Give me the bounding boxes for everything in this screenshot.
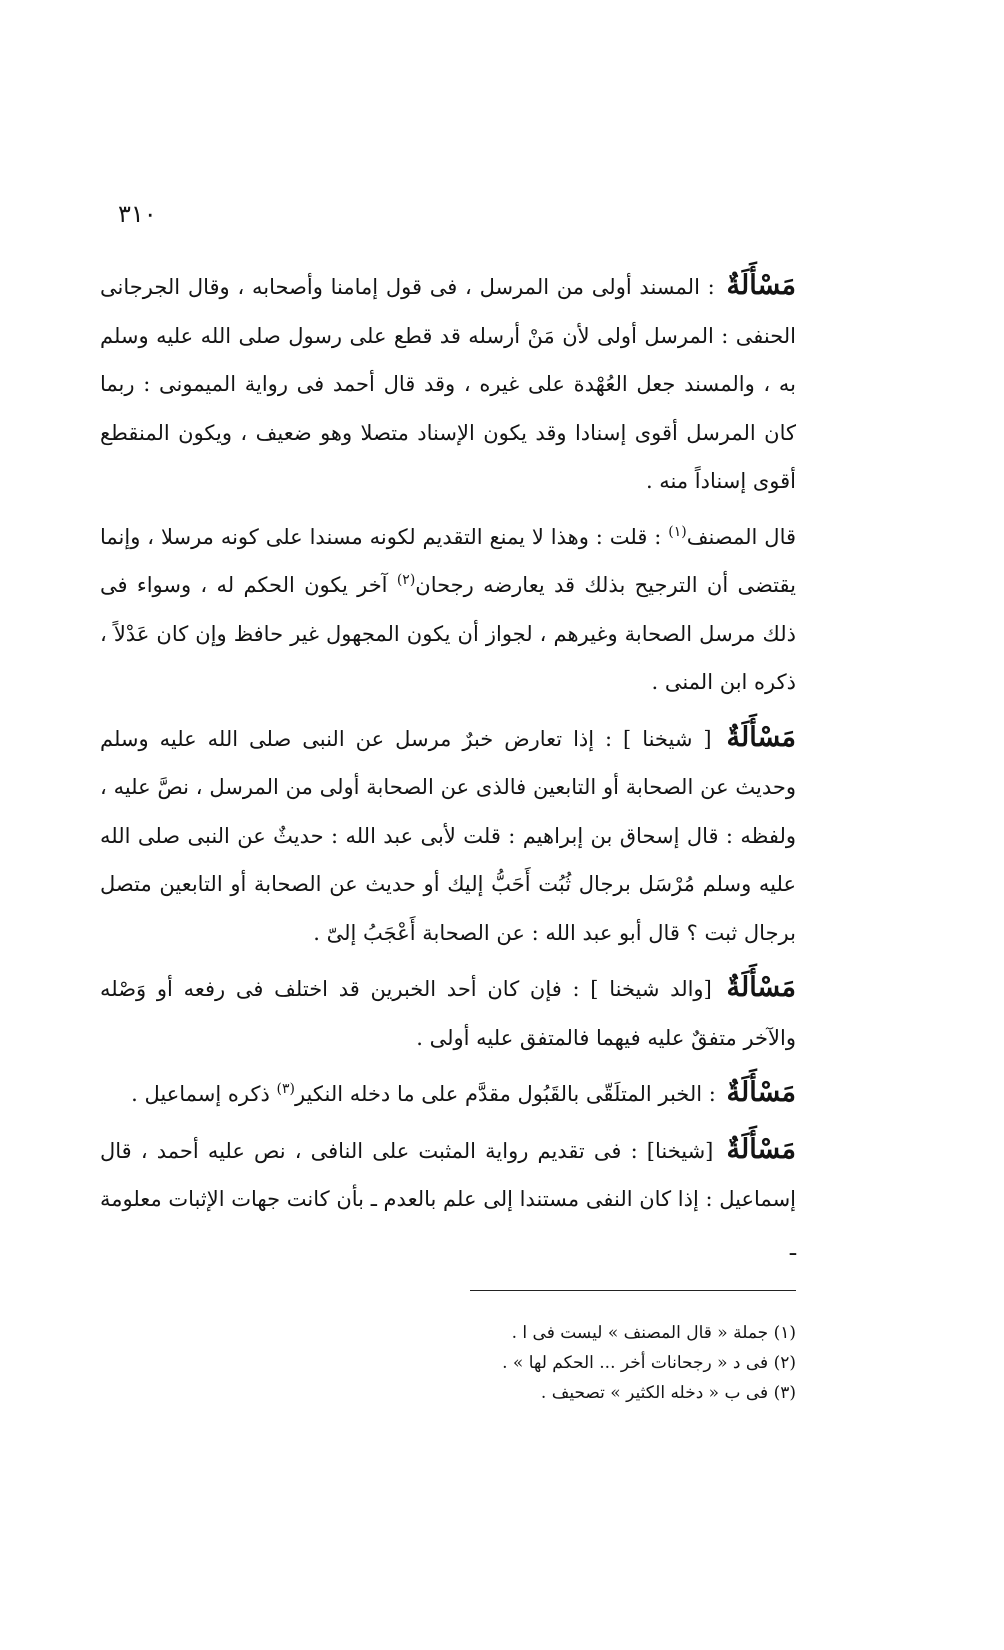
issue-heading: مَسْأَلَةٌ [726, 270, 796, 301]
issue-text: : الخبر المتلَقّى بالقَبُول مقدَّم على ما دخله النكير [294, 1082, 716, 1106]
issue-text: : المسند أولى من المرسل ، فى قول إمامنا وأصحابه ، وقال الجرجانى الحنفى : المرسل أولى لأن مَنْ أرسله قد قطع على رسول صلى الله عليه وسلم به ، والمسند جعل العُهْدة على غيره ، وقد قال أحمد فى رواية الميمونى : ربما كان المرسل أقوى إسنادا وقد يكون الإسناد متصلا وهو ضعيف ، ويكون المنقطع أقوى إسناداً منه . [100, 275, 796, 493]
main-text [100, 262, 796, 1279]
issue-paragraph-1 [100, 262, 796, 506]
issue-text: [شيخنا] : فى تقديم رواية المثبت على النافى ، نص عليه أحمد ، قال إسماعيل : إذا كان النفى مستندا إلى علم بالعدم ـ بأن كانت جهات الإثبات معلومة ـ [100, 1138, 796, 1260]
comment-intro: قال المصنف [686, 524, 796, 549]
issue-heading: مَسْأَلَةٌ [726, 721, 796, 753]
page-number: ٣١٠ [118, 200, 157, 228]
footnote-1: (١) جملة « قال المصنف » ليست فى ا . [511, 1323, 796, 1343]
footnote-divider [470, 1290, 796, 1291]
issue-text: [ شيخنا ] : إذا تعارض خبرٌ مرسل عن النبى صلى الله عليه وسلم وحديث عن الصحابة أو التابعين فالذى عن الصحابة أولى من المرسل ، نصَّ عليه ، ولفظه : قال إسحاق بن إبراهيم : قلت لأبى عبد الله : حديثٌ عن النبى صلى الله عليه وسلم مُرْسَل برجال ثُبُت أَحَبُّ إليك أو حديث عن الصحابة أو التابعين متصل برجال ثبت ؟ قال أبو عبد الله : عن الصحابة أَعْجَبُ إلىّ . [100, 726, 796, 945]
footnote-3: (٣) فى ب « دخله الكثير » تصحيف . [540, 1383, 796, 1403]
issue-paragraph-4 [100, 1069, 796, 1119]
footnote-marker-1: (١) [668, 523, 687, 540]
issue-heading: مَسْأَلَةٌ [726, 1133, 796, 1165]
comment-text: : قلت : وهذا لا يمنع التقديم لكونه مسندا على كونه مرسلا ، وإنما يقتضى أن الترجيح بذلك قد يعارضه رجحان [100, 524, 796, 597]
issue-text: [والد شيخنا ] : فإن كان أحد الخبرين قد اختلف فى رفعه أو وَصْله والآخر متفقٌ عليه فيهما فالمتفق عليه أولى . [100, 977, 796, 1050]
issue-text-end: ذكره إسماعيل . [131, 1082, 277, 1106]
author-comment-paragraph [100, 513, 796, 707]
footnote-marker-2: (٢) [396, 572, 416, 588]
footnotes [300, 1318, 796, 1408]
issue-paragraph-5 [100, 1126, 796, 1273]
footnote-marker-3: (٣) [276, 1081, 295, 1097]
issue-heading: مَسْأَلَةٌ [726, 1077, 796, 1108]
issue-paragraph-3 [100, 964, 796, 1062]
issue-paragraph-2 [100, 714, 796, 958]
issue-heading: مَسْأَلَةٌ [726, 972, 796, 1003]
comment-text-end: آخر يكون الحكم له ، وسواء فى ذلك مرسل الصحابة وغيرهم ، لجواز أن يكون المجهول غير حافظ وإن كان عَدْلاً ، ذكره ابن المنى . [100, 573, 796, 694]
footnote-2: (٢) فى د « رجحانات أخر ... الحكم لها » . [502, 1353, 796, 1373]
